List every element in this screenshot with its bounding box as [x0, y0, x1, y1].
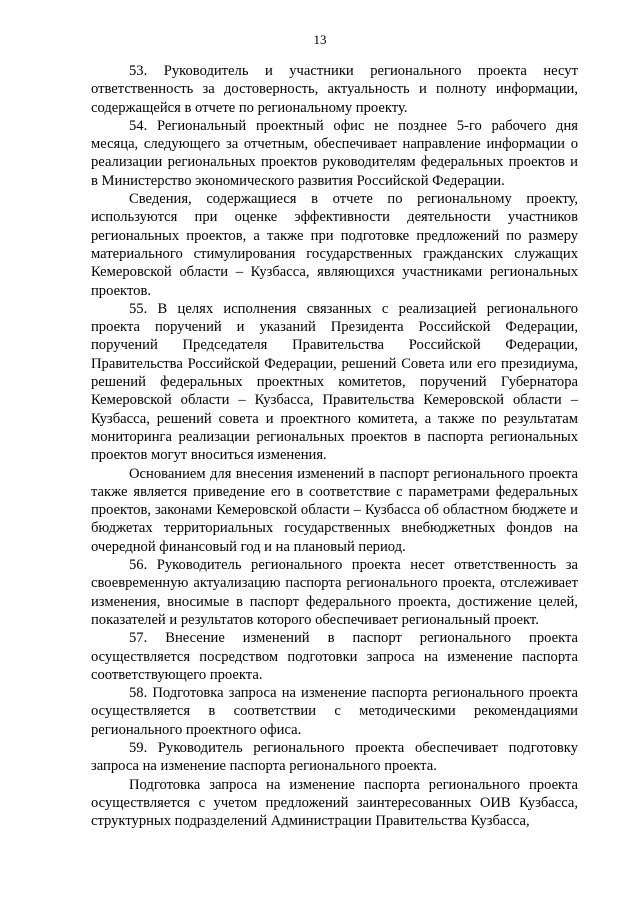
paragraph-57: 57. Внесение изменений в паспорт регионального проекта осуществляется посредством подготовки запроса на изменение паспорта соответствующего проекта. [91, 630, 578, 683]
paragraph-58: 58. Подготовка запроса на изменение паспорта регионального проекта осуществляется в соответствии с методическими рекомендациями регионального проектного офиса. [91, 685, 578, 738]
paragraph-53: 53. Руководитель и участники регионального проекта несут ответственность за достоверность, актуальность и полноту информации, содержащейся в отчете по региональному проекту. [91, 63, 578, 116]
paragraph-59: 59. Руководитель регионального проекта обеспечивает подготовку запроса на изменение паспорта регионального проекта. [91, 739, 578, 775]
paragraph-59-details: Подготовка запроса на изменение паспорта регионального проекта осуществляется с учетом предложений заинтересованных ОИВ Кузбасса, структурных подразделений Администрации Правительства Кузбасса, [91, 776, 578, 830]
paragraph-54: 54. Региональный проектный офис не позднее 5-го рабочего дня месяца, следующего за отчетным, обеспечивает направление информации о реализации региональных проектов руководителям федеральных проектов и в Министерство экономического развития Российской Федерации. [91, 117, 578, 189]
paragraph-55-details: Основанием для внесения изменений в паспорт регионального проекта также является приведение его в соответствие с параметрами федеральных проектов, законами Кемеровской области – Кузбасса об областном бюджете и бюджетах территориальных государственных внебюджетных фондов на очередной финансовый год и на плановый период. [91, 465, 578, 555]
paragraph-54-details: Сведения, содержащиеся в отчете по региональному проекту, используются при оценке эффективности деятельности участников региональных проектов, а также при подготовке предложений по размеру материального стимулирования государственных гражданских служащих Кемеровской области – Кузбасса, являющихся участниками региональных проектов. [91, 191, 578, 299]
document-body [91, 62, 578, 830]
paragraph-56: 56. Руководитель регионального проекта несет ответственность за своевременную актуализацию паспорта регионального проекта, отслеживает изменения, вносимые в паспорт федерального проекта, достижение целей, показателей и результатов которого обеспечивает региональный проект. [91, 557, 578, 628]
paragraph-55: 55. В целях исполнения связанных с реализацией регионального проекта поручений и указаний Президента Российской Федерации, поручений Председателя Правительства Российской Федерации, Правительства Российской Федерации, решений Совета или его президиума, решений федеральных проектных комитетов, поручений Губернатора Кемеровской области – Кузбасса, Правительства Кемеровской области – Кузбасса, решений совета и проектного комитета, а также по результатам мониторинга реализации региональных проектов в паспорта региональных проектов могут вноситься изменения. [91, 300, 578, 464]
page-number: 13 [313, 32, 327, 47]
